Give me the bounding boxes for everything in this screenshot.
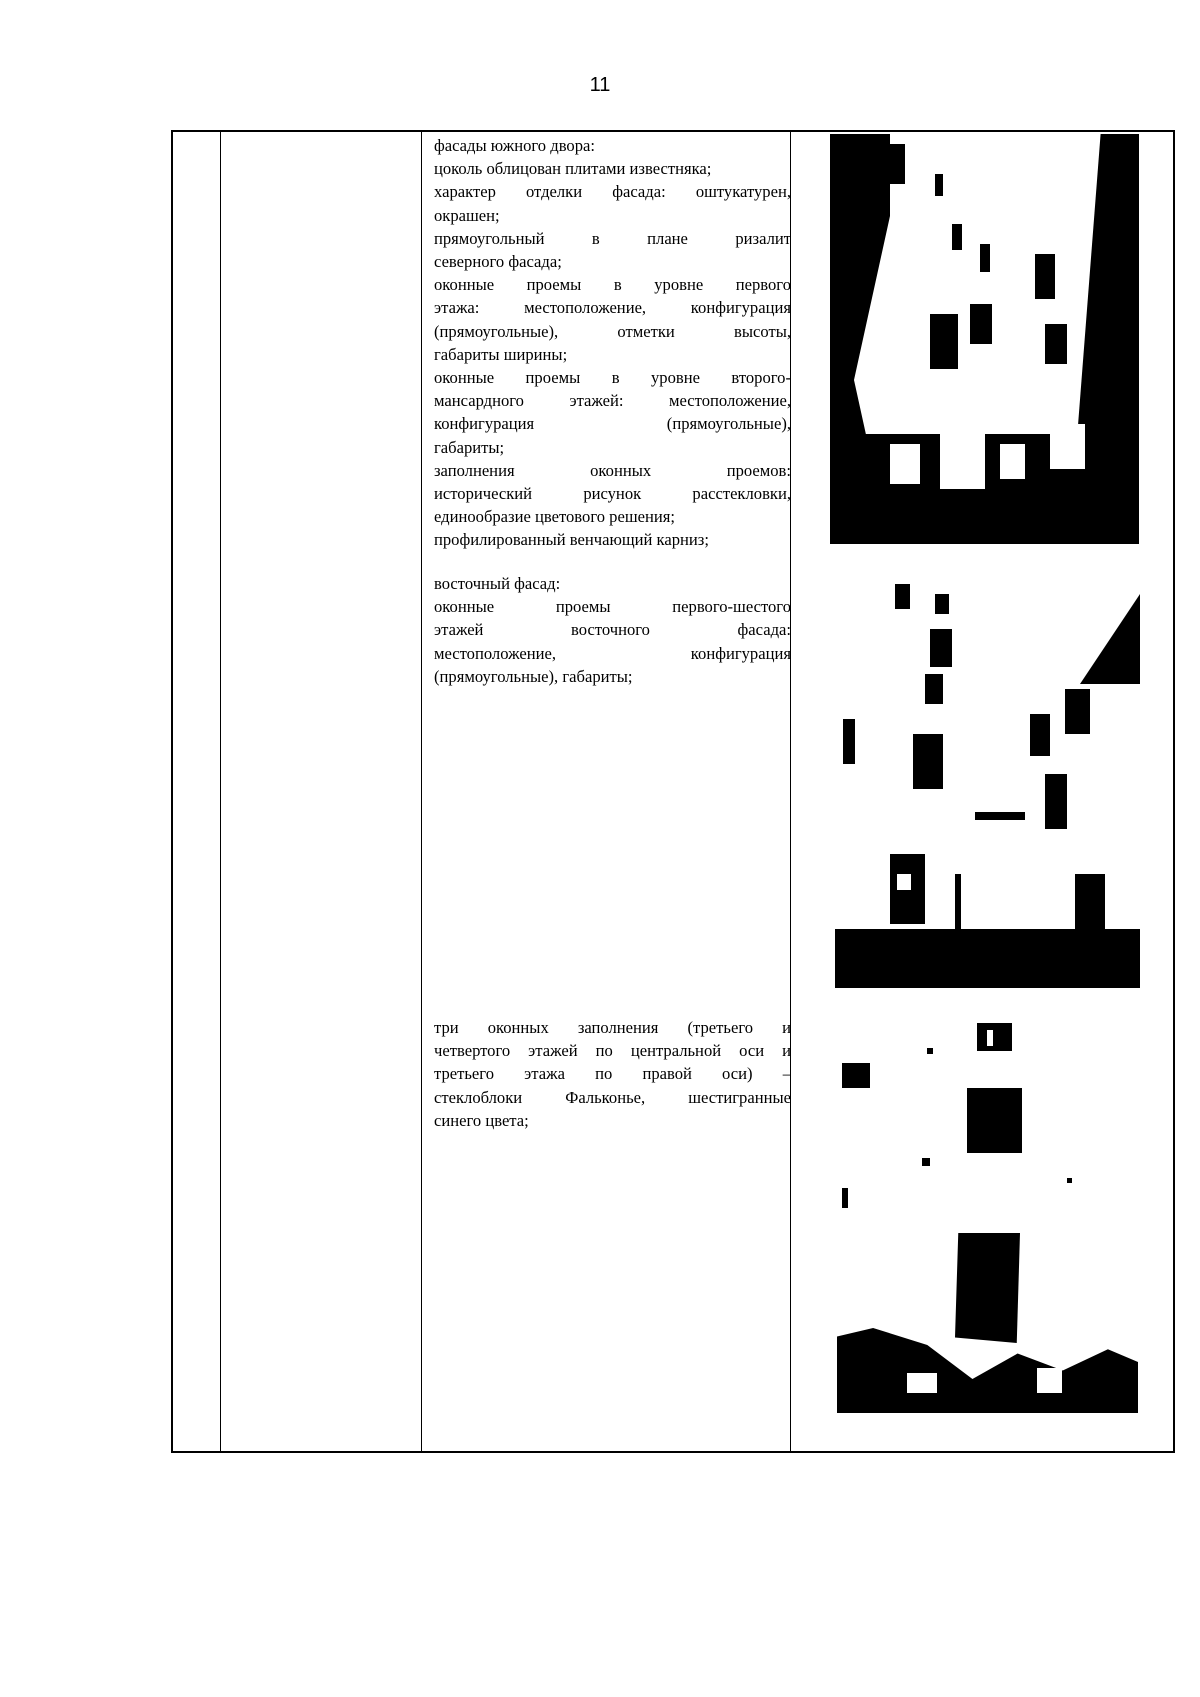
- photo-falconnier-glass-blocks: [837, 1018, 1138, 1413]
- description-line: исторический рисунок расстекловки,: [434, 484, 791, 504]
- description-line: заполнения оконных проемов:: [434, 460, 791, 480]
- description-line: синего цвета;: [434, 1110, 529, 1130]
- description-line: три оконных заполнения (третьего и: [434, 1018, 791, 1037]
- description-line: цоколь облицован плитами известняка;: [434, 159, 712, 179]
- description-line: этажей восточного фасада:: [434, 620, 791, 640]
- description-line: габариты ширины;: [434, 344, 568, 364]
- description-line: (прямоугольные), габариты;: [434, 666, 633, 686]
- description-line: профилированный венчающий карниз;: [434, 530, 709, 550]
- description-line: характер отделки фасада: оштукатурен,: [434, 182, 791, 202]
- column-divider: [220, 132, 221, 1451]
- feature-description-east-facade: [434, 572, 791, 688]
- description-line: прямоугольный в плане ризалит: [434, 228, 791, 248]
- photo-south-courtyard-facades: [830, 134, 1139, 544]
- description-line: восточный фасад:: [434, 574, 561, 593]
- description-line: единообразие цветового решения;: [434, 507, 675, 527]
- protected-features-table: [171, 130, 1175, 1453]
- description-line: северного фасада;: [434, 252, 562, 272]
- description-line: окрашен;: [434, 205, 500, 225]
- description-line: третьего этажа по правой оси) –: [434, 1064, 791, 1084]
- description-line: стеклоблоки Фальконье, шестигранные: [434, 1087, 791, 1107]
- description-line: местоположение, конфигурация: [434, 643, 791, 663]
- description-line: оконные проемы в уровне второго-: [434, 368, 791, 388]
- description-line: фасады южного двора:: [434, 136, 595, 155]
- description-line: четвертого этажей по центральной оси и: [434, 1041, 791, 1061]
- description-line: этажа: местоположение, конфигурация: [434, 298, 791, 318]
- description-line: оконные проемы первого-шестого: [434, 597, 791, 617]
- description-line: (прямоугольные), отметки высоты,: [434, 321, 791, 341]
- feature-description-south-courtyard: [434, 134, 791, 552]
- description-line: габариты;: [434, 437, 505, 457]
- description-line: конфигурация (прямоугольные),: [434, 414, 791, 434]
- photo-east-facade: [835, 574, 1140, 988]
- description-line: оконные проемы в уровне первого: [434, 275, 791, 295]
- column-divider: [421, 132, 422, 1451]
- description-line: мансардного этажей: местоположение,: [434, 391, 791, 411]
- page-number: 11: [589, 74, 611, 96]
- feature-description-glass-blocks: [434, 1016, 791, 1132]
